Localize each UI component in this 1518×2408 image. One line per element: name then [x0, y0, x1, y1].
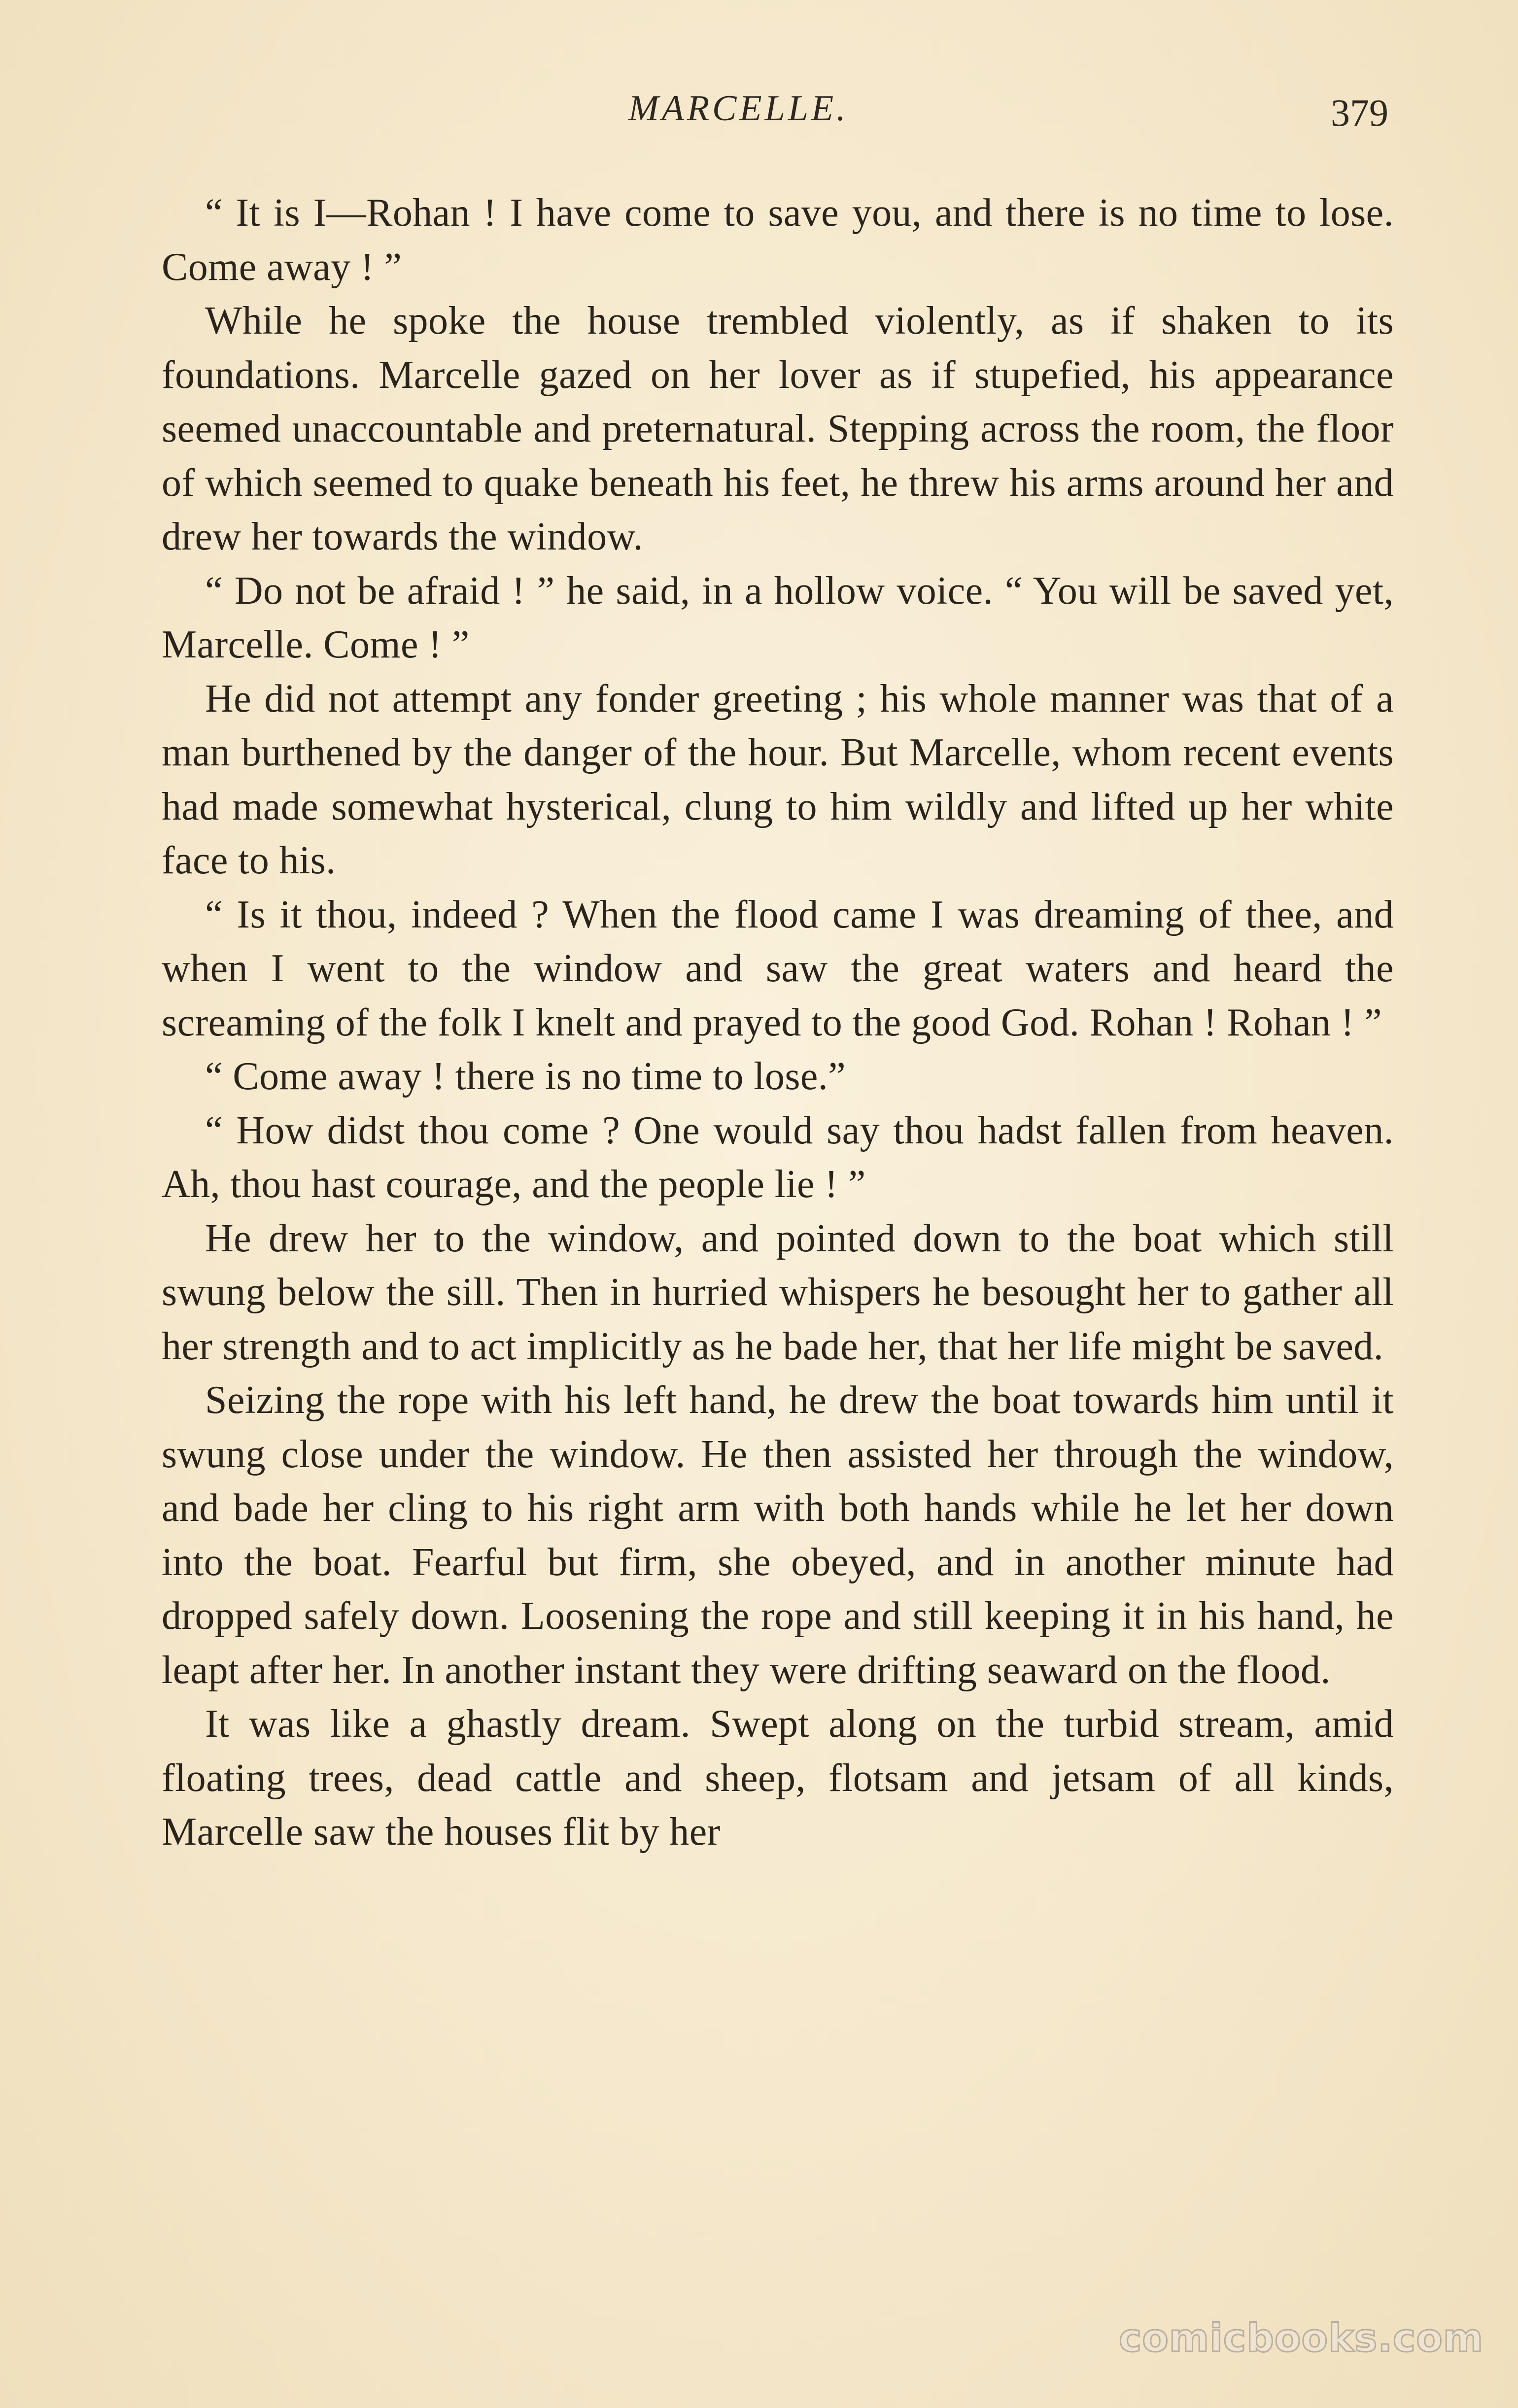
paragraph-7: “ How didst thou come ? One would say thou hadst fallen from heaven. Ah, thou hast courage, and the people lie ! ”	[162, 1108, 1394, 1206]
watermark: comicbooks.com	[1119, 2316, 1484, 2361]
paragraph-1: “ It is I—Rohan ! I have come to save you, and there is no time to lose. Come away ! ”	[162, 191, 1394, 289]
running-head	[0, 88, 1518, 147]
paragraph-3: “ Do not be afraid ! ” he said, in a hollow voice. “ You will be saved yet, Marcelle. Come ! ”	[162, 569, 1394, 666]
running-title: MARCELLE.	[628, 88, 849, 129]
paragraph-5: “ Is it thou, indeed ? When the flood came I was dreaming of thee, and when I went to the window and saw the great waters and heard the screaming of the folk I knelt and prayed to the good God. Rohan ! Rohan ! ”	[162, 893, 1394, 1044]
paragraph-10: It was like a ghastly dream. Swept along on the turbid stream, amid floating trees, dead cattle and sheep, flotsam and jetsam of all kinds, Marcelle saw the houses flit by her	[162, 1702, 1394, 1854]
body-text	[162, 186, 1394, 1859]
page-number: 379	[1331, 91, 1388, 134]
paragraph-8: He drew her to the window, and pointed down to the boat which still swung below the sill. Then in hurried whispers he besought her to gather all her strength and to act implicitly as he bade her, that her life might be saved.	[162, 1216, 1394, 1368]
paragraph-4: He did not attempt any fonder greeting ; his whole manner was that of a man burthened by the danger of the hour. But Marcelle, whom recent events had made somewhat hysterical, clung to him wildly and lifted up her white face to his.	[162, 677, 1394, 882]
paragraph-6: “ Come away ! there is no time to lose.”	[205, 1055, 846, 1098]
paragraph-2: While he spoke the house trembled violently, as if shaken to its foundations. Marcelle gazed on her lover as if stupefied, his appearance seemed unaccountable and preternatural. Stepping across the room, the floor of which seemed to quake beneath his feet, he threw his arms around her and drew her towards the window.	[162, 299, 1394, 558]
paragraph-9: Seizing the rope with his left hand, he drew the boat towards him until it swung close under the window. He then assisted her through the window, and bade her cling to his right arm with both hands while he let her down into the boat. Fearful but firm, she obeyed, and in another minute had dropped safely down. Loosening the rope and still keeping it in his hand, he leapt after her. In another instant they were drifting seaward on the flood.	[162, 1378, 1394, 1692]
